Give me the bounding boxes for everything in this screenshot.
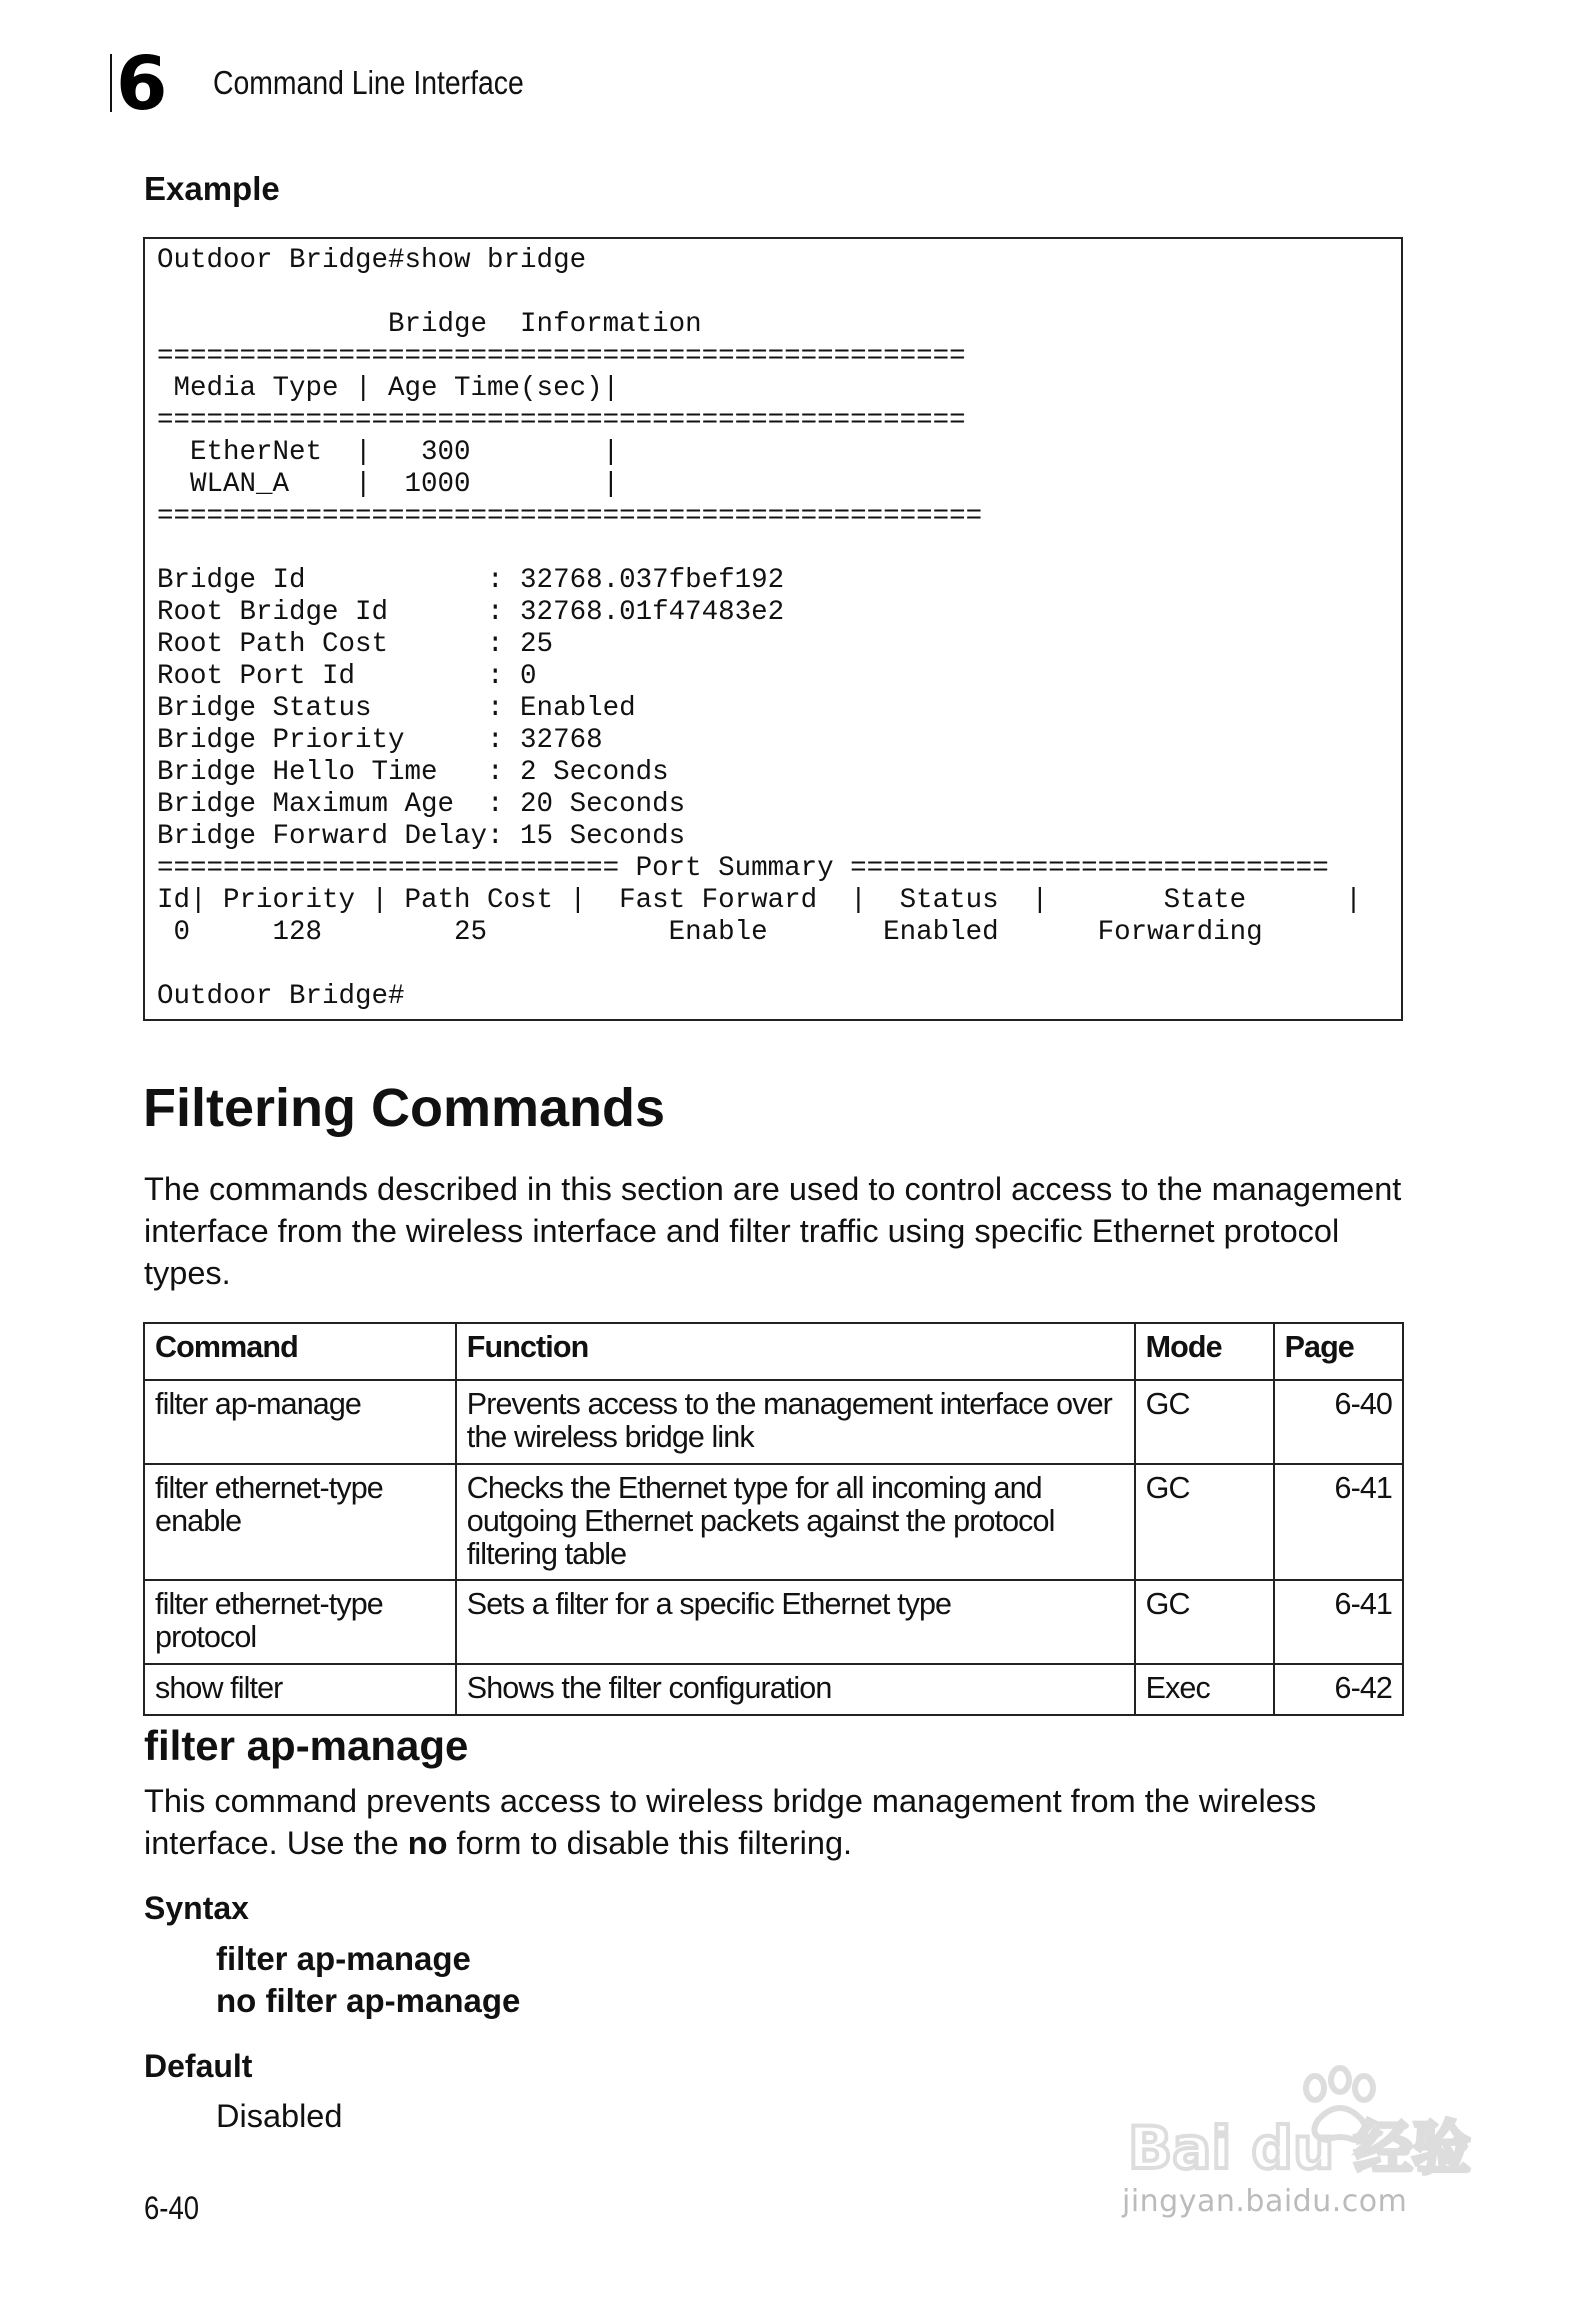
cell-page: 6-42 (1274, 1664, 1403, 1715)
cell-function: Shows the filter configuration (456, 1664, 1135, 1715)
table-row (144, 1580, 1403, 1664)
header-mode: Mode (1135, 1323, 1274, 1380)
example-heading: Example (144, 170, 280, 207)
table-row (144, 1664, 1403, 1715)
cell-command: show filter (144, 1664, 456, 1715)
cell-page: 6-41 (1274, 1464, 1403, 1580)
watermark-url: jingyan.baidu.com (1122, 2184, 1408, 2219)
section-intro: The commands described in this section are used to control access to the management interface from the wireless interface and filter traffic using specific Ethernet protocol types. (144, 1171, 1402, 1291)
baidu-watermark-logo (1118, 2060, 1498, 2180)
table-row (144, 1464, 1403, 1580)
table-header-row (144, 1323, 1403, 1380)
command-table (143, 1322, 1404, 1716)
table-row (144, 1380, 1403, 1464)
cell-mode: GC (1135, 1580, 1274, 1664)
cell-mode: Exec (1135, 1664, 1274, 1715)
syntax-line: filter ap-manage (216, 1940, 471, 1977)
cell-command: filter ap-manage (144, 1380, 456, 1464)
cell-command: filter ethernet-type protocol (144, 1580, 456, 1664)
cell-page: 6-40 (1274, 1380, 1403, 1464)
default-value: Disabled (216, 2098, 343, 2134)
desc-text: This command prevents access to wireless bridge management from the wireless interface. Use the (144, 1783, 1317, 1861)
cell-page: 6-41 (1274, 1580, 1403, 1664)
subsection-description (144, 1780, 1404, 1864)
header-function: Function (456, 1323, 1135, 1380)
cell-mode: GC (1135, 1380, 1274, 1464)
running-header-title: Command Line Interface (213, 64, 524, 101)
syntax-line: no filter ap-manage (216, 1982, 521, 2019)
cli-output: Outdoor Bridge#show bridge Bridge Information ================================================= Media Type | Age Time(sec)| ================================================= EtherNet | 300 | WLAN_A | 1000 | ================================================== Bridge Id : 32768.037fbef192 Root Bridge Id : 32768.01f47483e2 Root Path Cost : 25 Root Port Id : 0 Bridge Status : Enabled Bridge Priority : 32768 Bridge Hello Time : 2 Seconds Bridge Maximum Age : 20 Seconds Bridge Forward Delay: 15 Seconds ============================ Port Summary ============================= Id| Priority | Path Cost | Fast Forward | Status | State | 0 128 25 Enable Enabled Forwarding Outdoor Bridge# (157, 245, 1362, 1012)
cell-command: filter ethernet-type enable (144, 1464, 456, 1580)
syntax-heading: Syntax (144, 1890, 249, 1926)
page-number: 6-40 (144, 2190, 200, 2226)
section-title: Filtering Commands (143, 1078, 666, 1138)
chapter-tab-rule (110, 54, 112, 112)
cell-mode: GC (1135, 1464, 1274, 1580)
desc-text-end: form to disable this filtering. (447, 1825, 853, 1861)
cell-function: Checks the Ethernet type for all incoming and outgoing Ethernet packets against the protocol filtering table (456, 1464, 1135, 1580)
header-page: Page (1274, 1323, 1403, 1380)
chapter-number: 6 (116, 41, 168, 127)
default-heading: Default (144, 2048, 253, 2084)
code-example-box (143, 237, 1403, 1021)
cell-function: Sets a filter for a specific Ethernet type (456, 1580, 1135, 1664)
header-command: Command (144, 1323, 456, 1380)
subsection-title: filter ap-manage (144, 1722, 469, 1769)
watermark-brand: Bai du 经验 (1128, 2114, 1471, 2180)
cell-function: Prevents access to the management interface over the wireless bridge link (456, 1380, 1135, 1464)
desc-keyword-no: no (407, 1825, 448, 1861)
